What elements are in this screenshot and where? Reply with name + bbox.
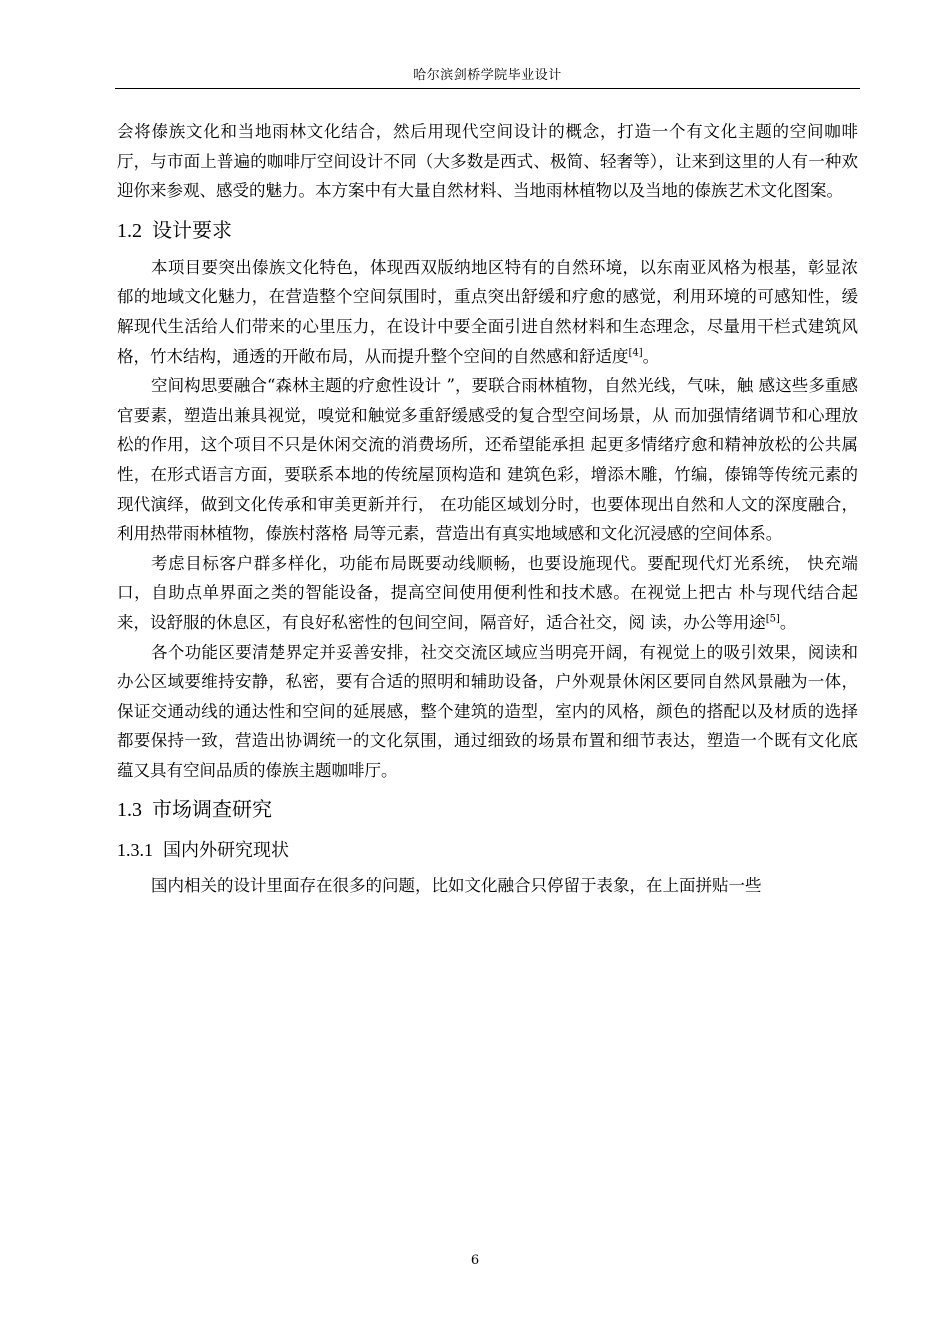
section-number: 1.2: [117, 219, 142, 242]
paragraph-design-requirements-3: [117, 549, 858, 638]
paragraph-end: 。: [642, 346, 660, 366]
subsection-heading-1-3-1: [117, 834, 858, 867]
section-heading-1-3: [117, 791, 858, 828]
paragraph-text: 本项目要突出傣族文化特色，体现西双版纳地区特有的自然环境，以东南亚风格为根基，彰显浓郁的地域文化魅力，在营造整个空间氛围时，重点突出舒缓和疗愈的感觉，利用环境的可感知性，缓解现代生活给人们带来的心里压力，在设计中要全面引进自然材料和生态理念，尽量用干栏式建筑风格，竹木结构，通透的开敞布局，从而提升整个空间的自然感和舒适度: [117, 257, 858, 366]
section-number: 1.3: [117, 799, 142, 822]
citation-ref: [4]: [628, 347, 643, 359]
paragraph-text: 考虑目标客户群多样化，功能布局既要动线顺畅，也要设施现代。要配现代灯光系统， 快充端口，自助点单界面之类的智能设备，提高空间使用便利性和技术感。在视觉上把古 朴与现代结合起来，设舒服的休息区，有良好私密性的包间空间，隔音好，适合社交，阅 读，办公等用途: [117, 553, 858, 632]
running-header: 哈尔滨剑桥学院毕业设计: [413, 68, 562, 83]
section-title: 设计要求: [152, 217, 232, 242]
page-number: 6: [470, 1253, 480, 1268]
section-heading-1-2: [117, 212, 858, 249]
paragraph-end: 。: [779, 612, 797, 632]
subsection-title: 国内外研究现状: [163, 840, 289, 862]
intro-paragraph: 会将傣族文化和当地雨林文化结合，然后用现代空间设计的概念，打造一个有文化主题的空间咖啡厅，与市面上普遍的咖啡厅空间设计不同（大多数是西式、极简、轻奢等），让来到这里的人有一种欢迎你来参观、感受的魅力。本方案中有大量自然材料、当地雨林植物以及当地的傣族艺术文化图案。: [117, 122, 858, 201]
paragraph-design-requirements-2: 空间构思要融合“森林主题的疗愈性设计 ”，要联合雨林植物，自然光线，气味，触 感这些多重感官要素，塑造出兼具视觉，嗅觉和触觉多重舒缓感受的复合型空间场景，从 而加强情绪调节和心理放松的作用，这个项目不只是休闲交流的消费场所，还希望能承担 起更多情绪疗愈和精神放松的公共属性，在形式语言方面，要联系本地的传统屋顶构造和 建筑色彩，增添木雕，竹编，傣锦等传统元素的现代演绎，做到文化传承和审美更新并行， 在功能区域划分时，也要体现出自然和人文的深度融合，利用热带雨林植物，傣族村落格 局等元素，营造出有真实地域感和文化沉浸感的空间体系。: [117, 376, 858, 544]
paragraph-research-status-1: 国内相关的设计里面存在很多的问题，比如文化融合只停留于表象，在上面拼贴一些: [151, 876, 762, 896]
document-body: [117, 117, 858, 901]
header-divider: [115, 88, 860, 89]
citation-ref: [5]: [765, 613, 780, 625]
paragraph-design-requirements-1: [117, 253, 858, 371]
paragraph-design-requirements-4: 各个功能区要清楚界定并妥善安排，社交交流区域应当明亮开阔，有视觉上的吸引效果，阅读和办公区域要维持安静，私密，要有合适的照明和辅助设备，户外观景休闲区要同自然风景融为一体，保证交通动线的通达性和空间的延展感，整个建筑的造型，室内的风格，颜色的搭配以及材质的选择都要保持一致，营造出协调统一的文化氛围，通过细致的场景布置和细节表达，塑造一个既有文化底蕴又具有空间品质的傣族主题咖啡厅。: [117, 642, 858, 780]
subsection-number: 1.3.1: [117, 840, 153, 861]
section-title: 市场调查研究: [152, 797, 272, 822]
